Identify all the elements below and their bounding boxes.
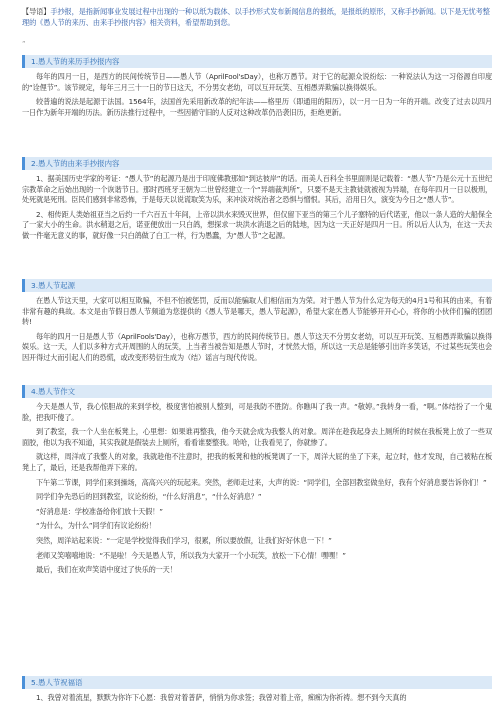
- paragraph: 下午第二节课，同学们来到操场，高高兴兴的玩起来。突然，老师走过来，大声的说：“同学们，全部回教室做坐好，我有个好消息要告诉你们！”: [36, 477, 487, 487]
- paragraph: 1、我曾对着流星，默默为你许下心愿：我曾对着普萨，悄悄为你求签；我曾对着上帝，痴痴为你祈祷。想不到今天真的: [36, 693, 407, 702]
- paragraph: 就这样，周洋成了我整人的对象，我就趁他不注意时，把我的板凳和他的板凳调了一下，周洋大屁的坐了下来，起立时，他才发现，自己被粘在板凳上了，最后，还是我帮他弄下来的。: [22, 452, 492, 472]
- section-heading: 2.愚人节的由来手抄报内容: [22, 157, 492, 170]
- section-2: [22, 157, 492, 246]
- intro-text: 手抄报，是指新闻事业发展过程中出现的一种以纸为载体、以手抄形式发布新闻信息的报纸，是报纸的原形，又称手抄新闻。以下是无忧考整理的《愚人节的来历、由来手抄报内容》相关资料，希望帮助到您。: [22, 7, 490, 27]
- section-5: [22, 676, 492, 708]
- section-4: [22, 385, 492, 580]
- paragraph: “好消息是：学校准备给你们放十天假！”: [36, 506, 163, 516]
- paragraph: 1、据美国历史学家的考证：“愚人节”的起源乃是出于印度佛教那如“到达彼岸”的话。而美人百科全书里面则是记载着：“愚人节”乃是公元十五世纪宗教革命之后始出现的一个诙谐节日。那时西班牙王朝为二世曾经建立一个“异端裁判所”，只要不是天主教徒就被视为异端，在每年四月一日以极刑，处死就是死刑。臣民们感到非常恐怖，于是每天以说谎取笑为乐，来冲淡对统治者之恐惧与憎恨。其后，沿用日久，演变为今日之“愚人节”。: [22, 174, 492, 205]
- section-heading: 3.愚人节起源: [22, 279, 492, 292]
- section-1: [22, 55, 492, 122]
- paragraph: 在愚人节这天里，大家可以相互欺骗，不但不怕被惩罚，反而以能骗取人们相信而为为荣。对于愚人节为什么定为每天的4月1号和其的由来，有着非常有趣的典故。本文是由节假日愚人节频道为您提供的《愚人节是哪天，愚人节起源》，希望大家在愚人节能够开开心心，将你的小伙伴们骗的团团转!: [22, 296, 492, 327]
- quote-mark: ”: [22, 40, 26, 48]
- paragraph: “为什么，为什么”同学们有议论纷纷！: [36, 521, 156, 531]
- section-heading: 1.愚人节的来历手抄报内容: [22, 55, 492, 68]
- paragraph: 每年的四月一日，是西方的民间传统节日——愚人节（AprilFool'sDay），也称万愚节。对于它的起源众说纷纭：一种说法认为这一习俗源自印度的“诠俚节”。该节规定，每年三月三十一日的节日这天，不分男女老幼，可以互开玩笑、互相愚弄欺骗以换得娱乐。: [22, 72, 492, 92]
- paragraph: 2、相传距人类始祖亚当之后约一千六百五十年间，上帝以洪水来毁灭世界，但仅留下亚当的第三个儿子塞特的后代诺亚，他以一条人造的大船保全了一家大小的生命。洪水稍退之后，诺亚便放出一只白鸽，想探求一块洪水消退之后的陆地，因为这一天正好是四月一日。所以后人认为，在这一天去做一件毫无意义的事，就好像一只白鸽做了白工一样，行为愚蠢，为“愚人节”之起源。: [22, 209, 492, 240]
- paragraph: 较普遍的说法是起源于法国。1564年，法国首先采用新改革的纪年法——格里历（即通用的阳历），以一月一日为一年的开端。改变了过去以四月一日作为新年开端的历法。新历法推行过程中，一些因循守旧的人反对这种改革仍沿袭旧历，拒绝更新。: [22, 97, 492, 117]
- paragraph: 同学们争先恐后的回到教室，议论纷纷，“什么好消息”，“什么好消息？”: [36, 492, 262, 502]
- intro-tag: 【导语】: [22, 7, 51, 16]
- section-3: [22, 279, 492, 368]
- paragraph: 最后，我们在欢声笑语中度过了快乐的一天！: [36, 565, 177, 575]
- paragraph: 今天是愚人节，我心惊胆战的来到学校，极度害怕被别人整到，可是我防不胜防。你瞧叫了我一声。“敬婷。”我转身一看，“啊。”体结扮了一个鬼脸，把我吓傻了。: [22, 402, 492, 422]
- intro-paragraph: [22, 6, 490, 28]
- section-heading: 4.愚人节作文: [22, 385, 492, 398]
- paragraph: 到了教室，我一个人坐在板凳上，心里想：如果谁再整我，他今天就会成为我整人的对象。周洋在趁我起身去上厕所的时候在我板凳上放了一些双面胶，他以为我不知道，其实我就是假装去上厕所，看看谁要整我。哈哈，让我看见了，你就惨了。: [22, 427, 492, 447]
- paragraph: 老师又笑嘻嘻地说：“不是啦！今天是愚人节，所以我为大家开一个小玩笑，放松一下心情！嘿嘿！”: [36, 550, 346, 560]
- paragraph: 每年的四月一日是愚人节（AprilFools'Day），也称万愚节，西方的民间传统节日。愚人节这天不分男女老幼，可以互开玩笑、互相愚弄欺骗以换得娱乐。这一天，人们以多种方式开周围的人的玩笑，上当者当被告知是愚人节时，才恍然大悟，所以这一天总是能够引出许多笑话，不过某些玩笑也会因开得过大而引起人们的恐慌，或改变形势衍生成为（结）谣言与现代传说。: [22, 331, 492, 362]
- paragraph: 突然，周洋站起来说：“一定是学校觉得我们学习，很累，所以要放假，让我们好好休息一下！”: [36, 535, 332, 545]
- section-heading: 5.愚人节祝福语: [22, 676, 492, 689]
